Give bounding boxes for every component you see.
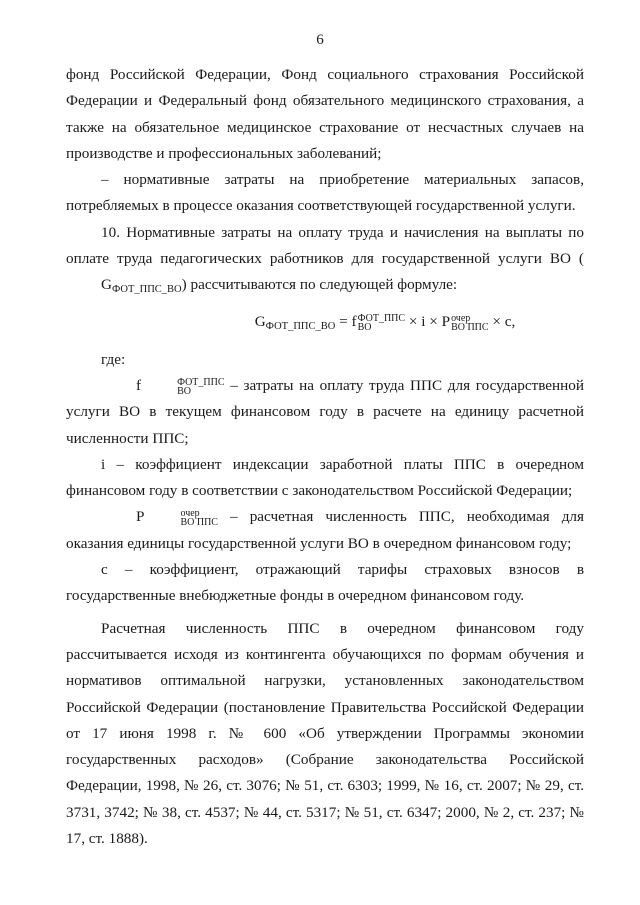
definition-i: i – коэффициент индексации заработной платы ППС в очередном финансовом году в соответствии с законодательством Российской Федерации;: [66, 455, 584, 500]
symbol-g-sub: ФОТ_ППС_ВО: [111, 284, 182, 296]
formula-times-c: × c,: [488, 312, 516, 330]
formula-f: [351, 312, 406, 333]
paragraph-funds: фонд Российской Федерации, Фонд социального страхования Российской Федерации и Федеральный фонд обязательного медицинского страхования, а также на обязательное медицинское страхование от несчастных случаев на производстве и профессиональных заболеваний;: [66, 66, 584, 162]
definition-p-sub: ВО ППС: [180, 517, 218, 529]
definition-f-sub: ВО: [177, 385, 191, 397]
formula-lhs: [255, 313, 336, 330]
formula-f-indices: [358, 314, 405, 332]
definition-p-main: P: [136, 508, 145, 526]
paragraph-staff-calculation: Расчетная численность ППС в очередном финансовом году рассчитывается исходя из контингента обучающихся по формам обучения и нормативов оптимальной нагрузки, установленных законодательством Российской Федерации (постановление Правительства Российской Федерации от 17 июня 1998 г. № 600 «Об утверждении Программы экономии государственных расходов» (Собрание законодательства Российской Федерации, 1998, № 26, ст. 3076; № 51, ст. 6303; 1999, № 16, ст. 2007; № 29, ст. 3731, 3742; № 38, ст. 4537; № 44, ст. 5317; № 51, ст. 6347; 2000, № 2, ст. 237; № 17, ст. 1888).: [66, 619, 584, 848]
definition-f-term: [101, 373, 225, 399]
definition-f-main: f: [136, 376, 142, 394]
definition-f: [66, 373, 584, 452]
formula-times-i: × i ×: [405, 312, 442, 330]
formula-f-main: f: [351, 312, 357, 330]
paragraph-material-costs: – нормативные затраты на приобретение материальных запасов, потребляемых в процессе оказания соответствующей государственной услуги.: [66, 171, 584, 215]
formula-f-sup: ФОТ_ППС: [357, 312, 406, 324]
formula-p-indices: [451, 314, 489, 332]
page-number: 6: [316, 32, 324, 48]
symbol-g: [66, 272, 182, 303]
paragraph-item-10: 10. Нормативные затраты на оплату труда и начисления на выплаты по оплате труда педагогических работников для государственной услуги ВО $(G_{ФОТ\_ППС\_ВО})$ рассчитываются по следующей формуле:: [66, 220, 584, 304]
formula-equals: =: [335, 312, 352, 330]
definition-f-sup: ФОТ_ППС: [177, 376, 225, 388]
item-10-intro: 10. Нормативные затраты на оплату труда и начисления на выплаты по оплате труда педагогических работников для государственной услуги ВО: [66, 223, 584, 268]
definition-p: [66, 504, 584, 557]
document-body: [66, 62, 584, 852]
formula-p-sup: очер: [451, 312, 471, 324]
formula: [66, 308, 584, 341]
formula-p: [441, 312, 489, 333]
where-label: где:: [101, 350, 126, 368]
item-10-tail: ) рассчитываются по следующей формуле:: [181, 276, 458, 294]
formula-f-sub: ВО: [357, 321, 372, 333]
formula-lhs-main: G: [254, 312, 266, 330]
definition-f-indices: [142, 378, 224, 396]
definition-p-sup: очер: [180, 508, 200, 520]
definition-p-indices: [145, 509, 218, 527]
definition-p-text: – расчетная численность ППС, необходимая для оказания единицы государственной услуги ВО в очередном финансовом году;: [66, 508, 584, 552]
definition-c: c – коэффициент, отражающий тарифы страховых взносов в государственные внебюджетные фонды в очередном финансовом году.: [66, 561, 584, 605]
formula-p-sub: ВО ППС: [451, 321, 489, 333]
formula-p-main: P: [441, 312, 451, 330]
definition-f-text: – затраты на оплату труда ППС для государственной услуги ВО в текущем финансовом году в расчете на единицу расчетной численности ППС;: [66, 376, 584, 447]
definition-p-term: [101, 504, 218, 530]
symbol-g-main: G: [101, 276, 112, 294]
formula-lhs-sub: ФОТ_ППС_ВО: [265, 320, 336, 332]
